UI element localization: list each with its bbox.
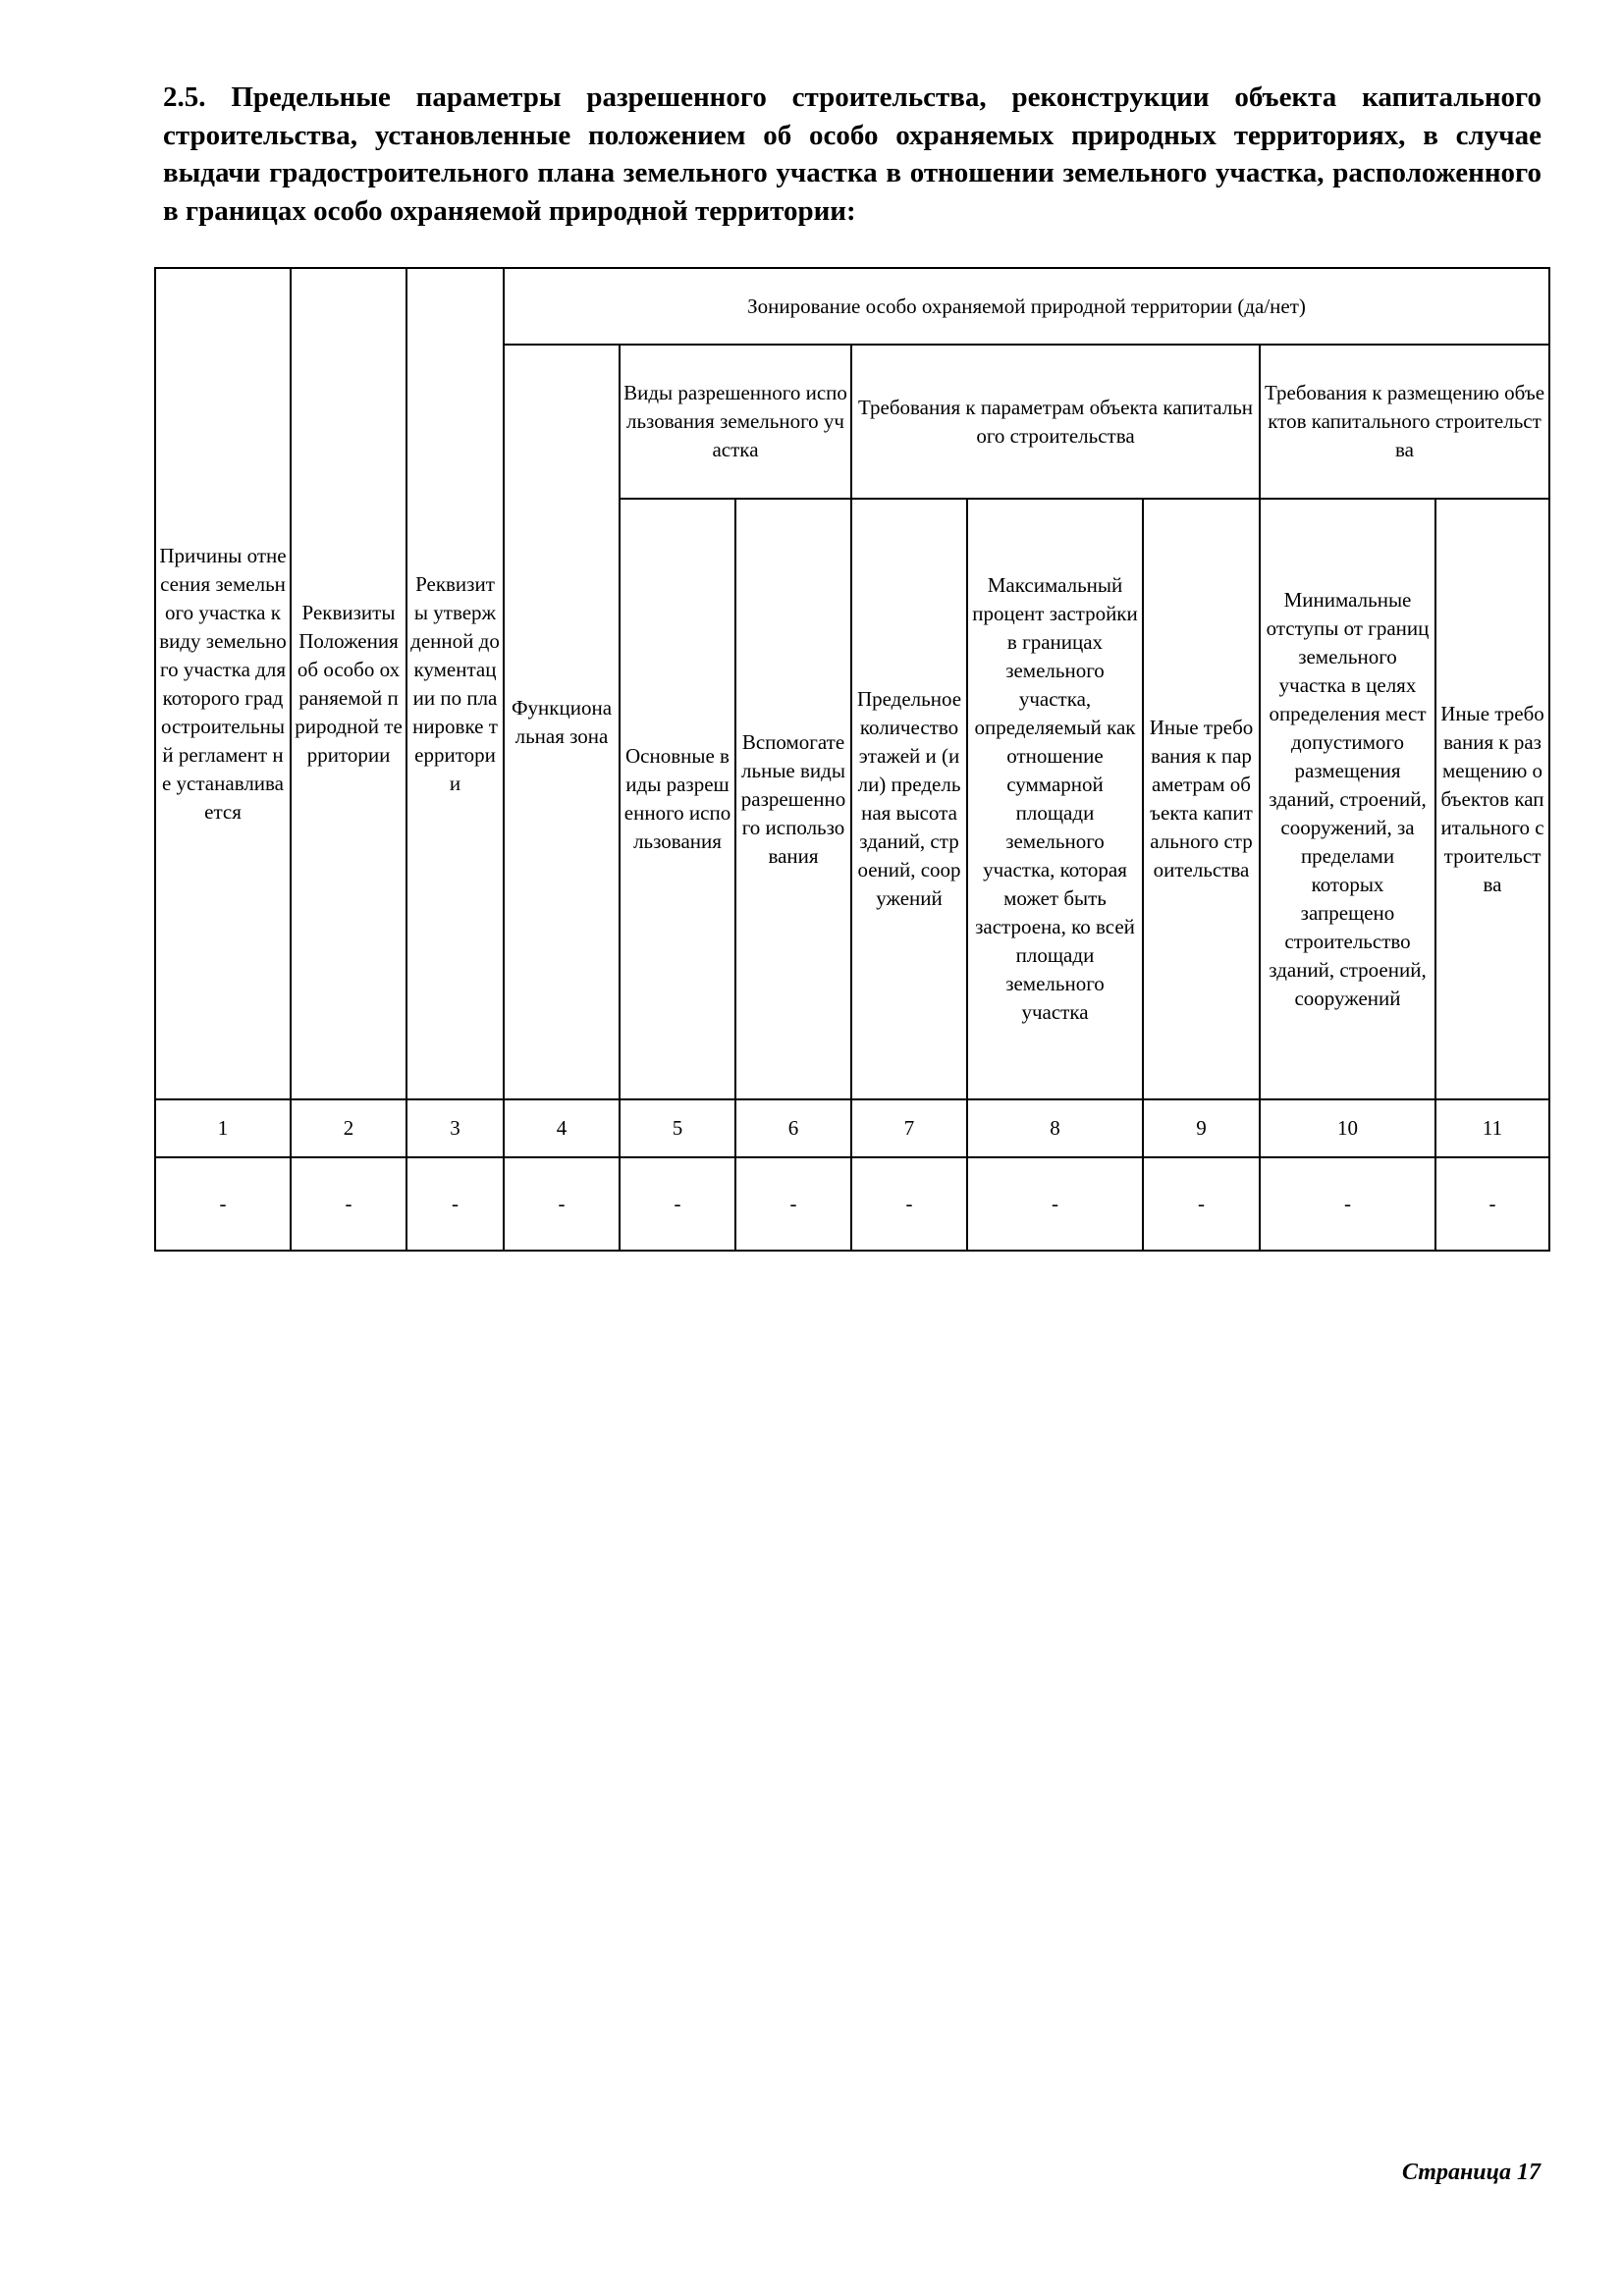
table-cell: - <box>620 1157 735 1251</box>
header-c11: Иные требования к размещению объектов капитального строительства <box>1435 499 1549 1099</box>
header-group-parameters: Требования к параметрам объекта капитального строительства <box>851 345 1260 499</box>
header-zoning: Зонирование особо охраняемой природной территории (да/нет) <box>504 268 1549 345</box>
page-number: Страница 17 <box>1401 2160 1541 2185</box>
section-heading: 2.5. Предельные параметры разрешенного строительства, реконструкции объекта капитального строительства, установленные положением об особо охраняемых природных территориях, в случае выдачи градостроительного плана земельного участка в отношении земельного участка, расположенного в границах особо охраняемой природной территории: <box>163 81 1542 227</box>
header-group-placement: Требования к размещению объектов капитального строительства <box>1260 345 1549 499</box>
column-number: 11 <box>1435 1099 1549 1157</box>
table-cell: - <box>1435 1157 1549 1251</box>
column-number: 7 <box>851 1099 967 1157</box>
column-number: 4 <box>504 1099 620 1157</box>
table-cell: - <box>406 1157 504 1251</box>
header-c10: Минимальные отступы от границ земельного участка в целях определения мест допустимого размещения зданий, строений, сооружений, за пределами которых запрещено строительство зданий, строений, сооружений <box>1260 499 1435 1099</box>
header-c1: Причины отнесения земельного участка к виду земельного участка для которого градостроительный регламент не устанавливается <box>155 268 291 1099</box>
table-cell: - <box>291 1157 406 1251</box>
table-cell: - <box>504 1157 620 1251</box>
column-number: 1 <box>155 1099 291 1157</box>
table-cell: - <box>735 1157 851 1251</box>
header-c6: Вспомогательные виды разрешенного использования <box>735 499 851 1099</box>
table-cell: - <box>967 1157 1143 1251</box>
header-c5: Основные виды разрешенного использования <box>620 499 735 1099</box>
column-number: 6 <box>735 1099 851 1157</box>
header-c7: Предельное количество этажей и (или) предельная высота зданий, строений, сооружений <box>851 499 967 1099</box>
table-cell: - <box>1260 1157 1435 1251</box>
header-c8: Максимальный процент застройки в границах земельного участка, определяемый как отношение суммарной площади земельного участка, которая может быть застроена, ко всей площади земельного участка <box>967 499 1143 1099</box>
column-number: 10 <box>1260 1099 1435 1157</box>
table-cell: - <box>851 1157 967 1251</box>
column-number: 2 <box>291 1099 406 1157</box>
header-c3: Реквизиты утвержденной документации по планировке территории <box>406 268 504 1099</box>
header-c9: Иные требования к параметрам объекта капитального строительства <box>1143 499 1260 1099</box>
header-c4: Функциональная зона <box>504 345 620 1099</box>
ootp-parameters-table <box>154 267 1550 1252</box>
column-number: 8 <box>967 1099 1143 1157</box>
table-row <box>155 1157 1549 1251</box>
column-number: 5 <box>620 1099 735 1157</box>
header-c2: Реквизиты Положения об особо охраняемой природной территории <box>291 268 406 1099</box>
header-group-uses: Виды разрешенного использования земельного участка <box>620 345 851 499</box>
table-cell: - <box>1143 1157 1260 1251</box>
header-row-zoning <box>155 268 1549 345</box>
table-cell: - <box>155 1157 291 1251</box>
column-number: 9 <box>1143 1099 1260 1157</box>
column-number: 3 <box>406 1099 504 1157</box>
column-number-row <box>155 1099 1549 1157</box>
